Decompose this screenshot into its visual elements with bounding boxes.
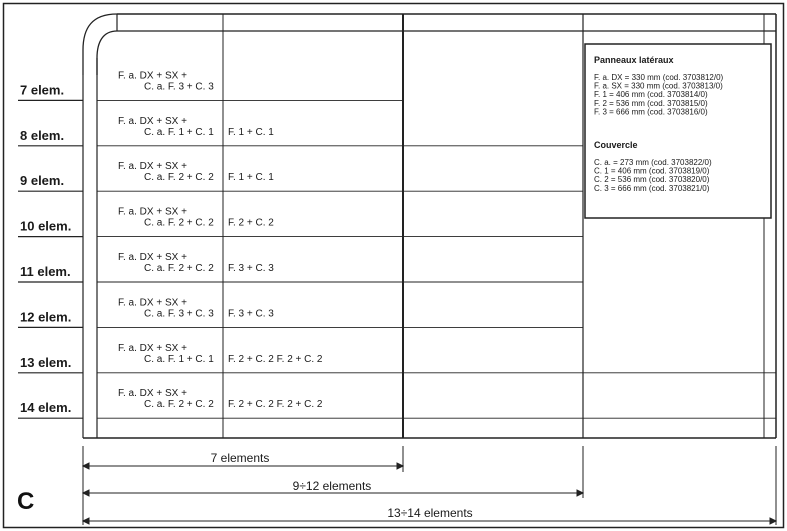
formula-line2: C. a. F. 3 + C. 3 [144, 308, 214, 320]
formula-line1: F. a. DX + SX + [118, 115, 187, 127]
row-label: 8 elem. [20, 127, 65, 143]
legend-title-side-panels: Panneaux latéraux [594, 55, 674, 65]
formula-line2: C. a. F. 3 + C. 3 [144, 81, 214, 93]
legend-cover-line: C. a. = 273 mm (cod. 3703822/0) [594, 158, 712, 167]
legend-cover-line: C. 2 = 536 mm (cod. 3703820/0) [594, 175, 710, 185]
row-4 [18, 207, 583, 237]
formula-line2: C. a. F. 2 + C. 2 [144, 399, 214, 411]
formula-extra: F. 3 + C. 3 [228, 263, 274, 274]
row-3 [18, 161, 583, 191]
dimension-label-13-14: 13÷14 elements [387, 506, 473, 520]
formula-line1: F. a. DX + SX + [118, 252, 187, 263]
formula-line1: F. a. DX + SX + [118, 388, 187, 400]
formula-line2: C. a. F. 2 + C. 2 [144, 172, 214, 184]
formula-line1: F. a. DX + SX + [118, 206, 187, 218]
formula-line2: C. a. F. 1 + C. 1 [144, 353, 214, 365]
legend-cover-line: C. 3 = 666 mm (cod. 3703821/0) [594, 183, 710, 193]
row-7 [18, 343, 776, 373]
row-label: 12 elem. [20, 309, 72, 325]
formula-extra: F. 2 + C. 2 F. 2 + C. 2 [228, 399, 323, 411]
row-label: 14 elem. [20, 400, 72, 416]
legend-title-cover: Couvercle [594, 140, 638, 150]
row-1 [18, 70, 403, 100]
formula-line2: C. a. F. 2 + C. 2 [144, 263, 214, 274]
row-8 [18, 388, 776, 418]
legend-side-panel-line: F. 2 = 536 mm (cod. 3703815/0) [594, 98, 708, 108]
dimension-label-9-12: 9÷12 elements [292, 479, 372, 493]
legend-cover-line: C. 1 = 406 mm (cod. 3703819/0) [594, 166, 710, 176]
row-6 [18, 297, 583, 327]
formula-extra: F. 3 + C. 3 [228, 308, 274, 320]
row-label: 9 elem. [20, 173, 65, 189]
formula-extra: F. 2 + C. 2 [228, 217, 274, 229]
row-label: 7 elem. [20, 82, 65, 98]
row-label: 10 elem. [20, 218, 72, 234]
figure-letter: C [17, 488, 35, 515]
formula-extra: F. 2 + C. 2 F. 2 + C. 2 [228, 353, 323, 365]
formula-line1: F. a. DX + SX + [118, 161, 187, 173]
row-label: 13 elem. [20, 354, 72, 370]
legend-side-panel-line: F. a. SX = 330 mm (cod. 3703813/0) [594, 81, 723, 91]
row-5 [18, 252, 583, 282]
legend-side-panel-line: F. a. DX = 330 mm (cod. 3703812/0) [594, 73, 724, 82]
formula-line2: C. a. F. 2 + C. 2 [144, 217, 214, 229]
formula-extra: F. 1 + C. 1 [228, 172, 274, 184]
legend-side-panel-line: F. 1 = 406 mm (cod. 3703814/0) [594, 90, 708, 100]
formula-line1: F. a. DX + SX + [118, 342, 187, 354]
legend-box [585, 44, 771, 218]
formula-extra: F. 1 + C. 1 [228, 126, 274, 138]
formula-line1: F. a. DX + SX + [118, 297, 187, 309]
legend-side-panel-line: F. 3 = 666 mm (cod. 3703816/0) [594, 107, 708, 117]
row-2 [18, 116, 583, 146]
row-label: 11 elem. [20, 264, 71, 279]
dimension-label-7: 7 elements [210, 451, 270, 465]
formula-line1: F. a. DX + SX + [118, 70, 187, 82]
formula-line2: C. a. F. 1 + C. 1 [144, 126, 214, 138]
